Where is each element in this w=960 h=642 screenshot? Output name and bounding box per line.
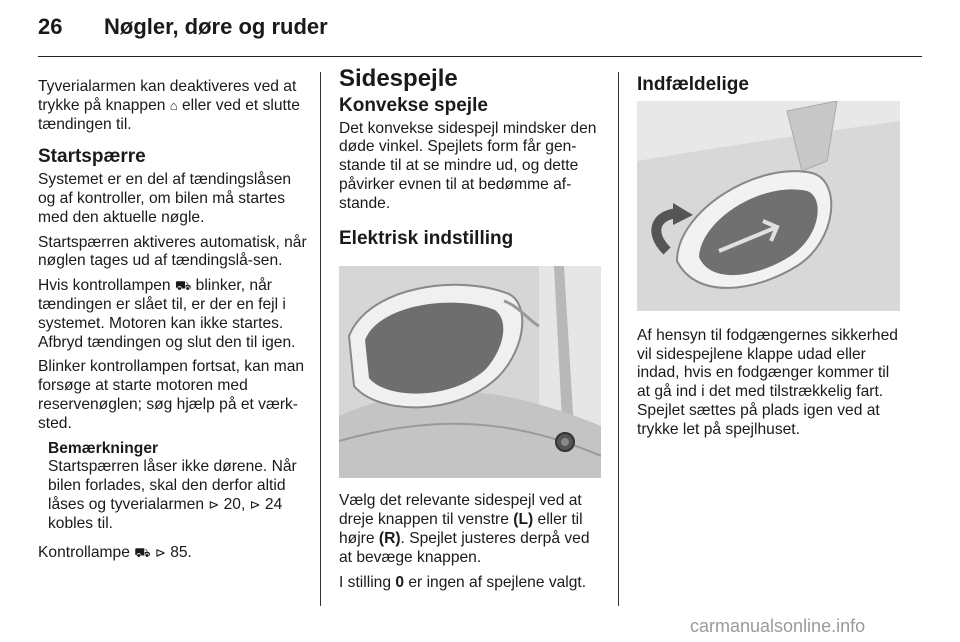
section-heading: Elektrisk indstilling <box>339 227 514 249</box>
page-section-title: Sidespejle <box>339 65 458 92</box>
paragraph: Tyverialarmen kan deaktiveres ved at trykke på knappen ⌂ eller ved et slutte tændingen til. <box>38 78 300 133</box>
paragraph: Af hensyn til fodgængernes sikkerhed vil sidespejlene klappe udad eller indad, hvis en fodgænger kommer til at gå ind i det med tilstrækkelig fart. Spejlet sættes på plads igen ved at trykke let på spejlhuset. <box>637 326 898 438</box>
paragraph: Hvis kontrollampen ⛟ blinker, når tændingen er slået til, er der en fejl i systemet. Motoren kan ikke startes. Afbryd tændingen og slut den til igen. <box>38 277 296 351</box>
zero-position-label: 0 <box>395 573 405 591</box>
paragraph: I stilling 0 er ingen af spejlene valgt. <box>339 573 587 591</box>
left-position-label: (L) <box>513 511 534 529</box>
column-divider <box>618 72 619 606</box>
immobiliser-lamp-icon: ⛟ <box>134 544 151 560</box>
note-box: Bemærkninger Startspærren låser ikke dørene. Når bilen forlades, skal den derfor altid låses og tyverialarmen ⊳ 20, ⊳ 24 kobles til. <box>38 440 308 534</box>
right-position-label: (R) <box>378 529 401 547</box>
immobiliser-lamp-icon: ⛟ <box>174 278 192 294</box>
section-heading: Konvekse spejle <box>339 94 488 116</box>
watermark: carmanualsonline.info <box>690 616 866 636</box>
reference-arrow-icon: ⊳ <box>154 544 166 560</box>
note-title: Bemærkninger <box>48 439 159 457</box>
paragraph: Systemet er en del af tændingslåsen og af kontroller, om bilen må startes med den aktuelle nøgle. <box>38 171 292 226</box>
side-mirror-illustration <box>339 266 601 478</box>
reference-arrow-icon: ⊳ <box>249 496 261 512</box>
reference-arrow-icon: ⊳ <box>208 496 220 512</box>
header-divider <box>38 56 922 57</box>
unlock-icon: ⌂ <box>169 97 178 113</box>
column-right <box>637 70 903 446</box>
page-header <box>38 14 328 54</box>
column-divider <box>320 72 321 606</box>
page-reference-link[interactable]: 24 <box>264 495 283 513</box>
column-left <box>38 78 308 568</box>
column-middle <box>339 65 603 598</box>
section-heading: Startspærre <box>38 146 146 168</box>
page-number: 26 <box>38 14 63 39</box>
section-heading: Indfældelige <box>637 74 749 95</box>
page-reference-link[interactable]: 85. <box>170 543 192 561</box>
chapter-title: Nøgler, døre og ruder <box>104 14 328 39</box>
page-reference-link[interactable]: 20, <box>223 495 246 513</box>
paragraph: Kontrollampe ⛟ ⊳ 85. <box>38 543 192 561</box>
paragraph: Det konvekse sidespejl mindsker den døde vinkel. Spejlets form får gen-stande til at se mindre ud, og dette påvirker evnen til at bedømme af-stande. <box>339 119 597 212</box>
paragraph: Startspærren aktiveres automatisk, når nøglen tages ud af tændingslå-sen. <box>38 233 307 270</box>
paragraph: Blinker kontrollampen fortsat, kan man forsøge at starte motoren med reservenøglen; søg hjælp på et værk-sted. <box>38 358 305 432</box>
paragraph: Vælg det relevante sidespejl ved at dreje knappen til venstre (L) eller til højre (R). Spejlet justeres derpå ved at bevæge knappen. <box>339 492 590 566</box>
folding-mirror-illustration <box>637 101 900 311</box>
